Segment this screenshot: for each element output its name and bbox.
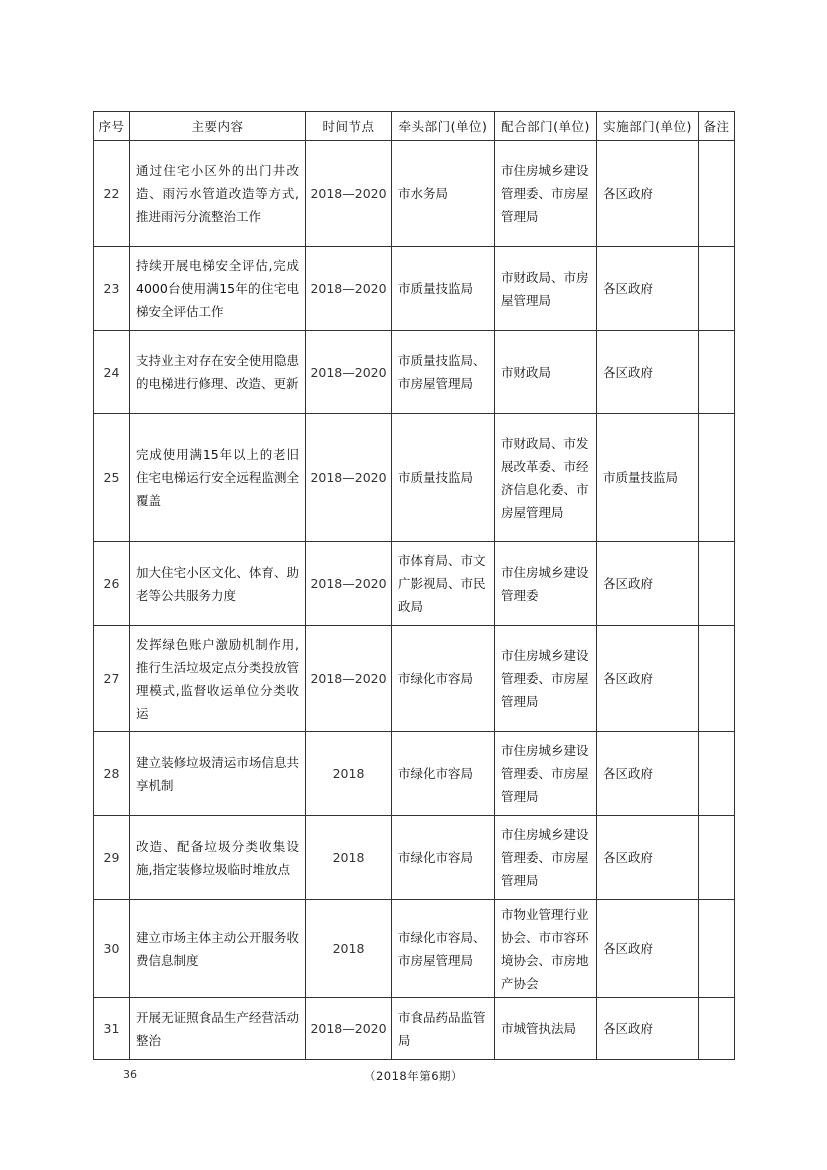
row-time: 2018—2020 <box>306 247 392 331</box>
row-content: 通过住宅小区外的出门井改造、雨污水管道改造等方式,推进雨污分流整治工作 <box>130 141 306 247</box>
row-coop-dept: 市住房城乡建设管理委、市房屋管理局 <box>495 732 597 816</box>
header-note: 备注 <box>699 112 735 141</box>
row-time: 2018—2020 <box>306 141 392 247</box>
header-coop-dept: 配合部门(单位) <box>495 112 597 141</box>
row-content: 改造、配备垃圾分类收集设施,指定装修垃圾临时堆放点 <box>130 816 306 900</box>
issue-label: （2018年第6期） <box>363 1069 464 1083</box>
row-impl-dept: 各区政府 <box>597 900 699 998</box>
row-content: 开展无证照食品生产经营活动整治 <box>130 998 306 1060</box>
work-task-table <box>93 111 735 1060</box>
row-note <box>699 542 735 626</box>
row-content: 支持业主对存在安全使用隐患的电梯进行修理、改造、更新 <box>130 331 306 414</box>
row-impl-dept: 各区政府 <box>597 998 699 1060</box>
row-impl-dept: 各区政府 <box>597 732 699 816</box>
row-coop-dept: 市物业管理行业协会、市市容环境协会、市房地产协会 <box>495 900 597 998</box>
row-lead-dept: 市绿化市容局 <box>392 626 495 732</box>
row-content: 发挥绿色账户激励机制作用,推行生活垃圾定点分类投放管理模式,监督收运单位分类收运 <box>130 626 306 732</box>
row-number: 25 <box>94 414 130 542</box>
header-impl-dept: 实施部门(单位) <box>597 112 699 141</box>
table-row <box>94 331 735 414</box>
row-coop-dept: 市城管执法局 <box>495 998 597 1060</box>
row-note <box>699 900 735 998</box>
row-content: 建立装修垃圾清运市场信息共享机制 <box>130 732 306 816</box>
row-content: 完成使用满15年以上的老旧住宅电梯运行安全远程监测全覆盖 <box>130 414 306 542</box>
header-no: 序号 <box>94 112 130 141</box>
row-coop-dept: 市财政局、市房屋管理局 <box>495 247 597 331</box>
row-note <box>699 816 735 900</box>
row-impl-dept: 各区政府 <box>597 141 699 247</box>
row-time: 2018 <box>306 732 392 816</box>
table-row <box>94 998 735 1060</box>
row-time: 2018—2020 <box>306 542 392 626</box>
row-impl-dept: 各区政府 <box>597 626 699 732</box>
row-lead-dept: 市质量技监局、市房屋管理局 <box>392 331 495 414</box>
row-impl-dept: 各区政府 <box>597 542 699 626</box>
row-time: 2018 <box>306 816 392 900</box>
row-lead-dept: 市体育局、市文广影视局、市民政局 <box>392 542 495 626</box>
row-time: 2018—2020 <box>306 331 392 414</box>
row-number: 30 <box>94 900 130 998</box>
row-lead-dept: 市绿化市容局 <box>392 816 495 900</box>
row-number: 29 <box>94 816 130 900</box>
table-row <box>94 542 735 626</box>
row-lead-dept: 市质量技监局 <box>392 247 495 331</box>
row-number: 27 <box>94 626 130 732</box>
row-impl-dept: 各区政府 <box>597 331 699 414</box>
row-number: 22 <box>94 141 130 247</box>
row-time: 2018—2020 <box>306 998 392 1060</box>
row-impl-dept: 各区政府 <box>597 247 699 331</box>
row-coop-dept: 市住房城乡建设管理委、市房屋管理局 <box>495 816 597 900</box>
row-impl-dept: 各区政府 <box>597 816 699 900</box>
row-number: 31 <box>94 998 130 1060</box>
row-content: 持续开展电梯安全评估,完成4000台使用满15年的住宅电梯安全评估工作 <box>130 247 306 331</box>
page-number: 36 <box>123 1068 137 1081</box>
table-row <box>94 900 735 998</box>
row-note <box>699 626 735 732</box>
row-number: 26 <box>94 542 130 626</box>
row-number: 24 <box>94 331 130 414</box>
row-time: 2018—2020 <box>306 626 392 732</box>
row-note <box>699 998 735 1060</box>
header-content: 主要内容 <box>130 112 306 141</box>
row-content: 建立市场主体主动公开服务收费信息制度 <box>130 900 306 998</box>
row-coop-dept: 市住房城乡建设管理委、市房屋管理局 <box>495 626 597 732</box>
row-content: 加大住宅小区文化、体育、助老等公共服务力度 <box>130 542 306 626</box>
row-note <box>699 414 735 542</box>
row-impl-dept: 市质量技监局 <box>597 414 699 542</box>
row-time: 2018 <box>306 900 392 998</box>
row-lead-dept: 市水务局 <box>392 141 495 247</box>
header-lead-dept: 牵头部门(单位) <box>392 112 495 141</box>
row-note <box>699 141 735 247</box>
row-note <box>699 732 735 816</box>
row-coop-dept: 市住房城乡建设管理委 <box>495 542 597 626</box>
table-row <box>94 414 735 542</box>
row-time: 2018—2020 <box>306 414 392 542</box>
table-row <box>94 732 735 816</box>
row-lead-dept: 市绿化市容局、市房屋管理局 <box>392 900 495 998</box>
row-coop-dept: 市住房城乡建设管理委、市房屋管理局 <box>495 141 597 247</box>
row-lead-dept: 市质量技监局 <box>392 414 495 542</box>
table-header-row <box>94 112 735 141</box>
row-coop-dept: 市财政局、市发展改革委、市经济信息化委、市房屋管理局 <box>495 414 597 542</box>
row-note <box>699 247 735 331</box>
row-lead-dept: 市食品药品监管局 <box>392 998 495 1060</box>
row-note <box>699 331 735 414</box>
table-row <box>94 816 735 900</box>
header-time: 时间节点 <box>306 112 392 141</box>
row-lead-dept: 市绿化市容局 <box>392 732 495 816</box>
row-number: 23 <box>94 247 130 331</box>
table-row <box>94 141 735 247</box>
table-row <box>94 626 735 732</box>
table-row <box>94 247 735 331</box>
row-number: 28 <box>94 732 130 816</box>
row-coop-dept: 市财政局 <box>495 331 597 414</box>
